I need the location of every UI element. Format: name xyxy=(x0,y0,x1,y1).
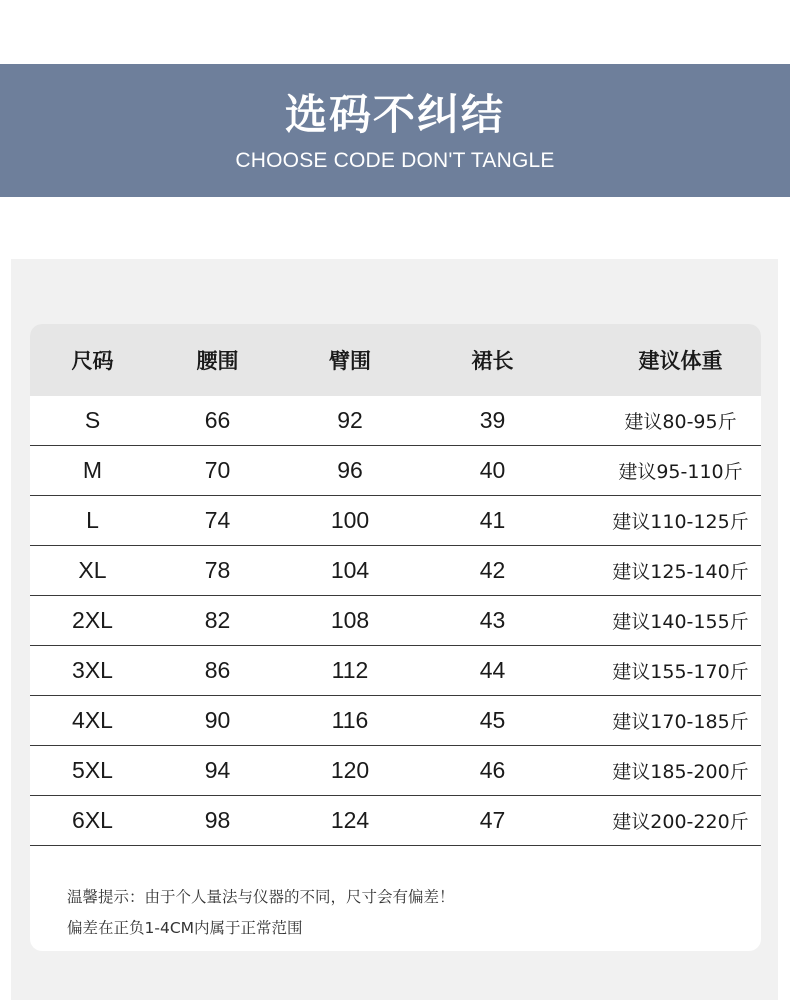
header-waist: 腰围 xyxy=(196,349,239,373)
header-arm: 臂围 xyxy=(329,349,371,373)
cell-skirt-length: 45 xyxy=(479,707,506,733)
header-size: 尺码 xyxy=(71,349,114,373)
cell-arm: 108 xyxy=(330,607,370,633)
cell-size: 4XL xyxy=(72,707,113,733)
cell-arm: 104 xyxy=(330,557,370,583)
table-row xyxy=(30,546,761,596)
cell-size: S xyxy=(84,407,101,433)
table-row xyxy=(30,496,761,546)
cell-skirt-length: 43 xyxy=(479,607,506,633)
table-row xyxy=(30,396,761,446)
cell-arm: 96 xyxy=(337,457,363,483)
header-skirt-length: 裙长 xyxy=(471,349,514,373)
cell-size: M xyxy=(82,457,103,483)
cell-waist: 94 xyxy=(204,757,231,783)
cell-arm: 120 xyxy=(330,757,370,783)
cell-size: 5XL xyxy=(72,757,113,783)
cell-suggested-weight: 建议155-170斤 xyxy=(612,661,749,683)
cell-size: XL xyxy=(78,557,107,583)
cell-arm: 116 xyxy=(331,707,369,733)
cell-suggested-weight: 建议110-125斤 xyxy=(612,511,749,533)
header-suggested-weight: 建议体重 xyxy=(638,349,723,373)
cell-skirt-length: 42 xyxy=(479,557,506,583)
tolerance-note: 偏差在正负1-4CM内属于正常范围 xyxy=(67,919,303,937)
cell-size: 3XL xyxy=(72,657,113,683)
cell-suggested-weight: 建议125-140斤 xyxy=(612,561,749,583)
cell-waist: 86 xyxy=(204,657,231,683)
cell-arm: 124 xyxy=(330,807,370,833)
table-row xyxy=(30,696,761,746)
cell-skirt-length: 46 xyxy=(479,757,506,783)
cell-skirt-length: 41 xyxy=(479,507,506,533)
table-row xyxy=(30,646,761,696)
cell-skirt-length: 44 xyxy=(479,657,506,683)
cell-suggested-weight: 建议80-95斤 xyxy=(624,411,737,433)
cell-suggested-weight: 建议170-185斤 xyxy=(612,711,749,733)
cell-waist: 98 xyxy=(204,807,231,833)
cell-size: L xyxy=(86,507,99,533)
cell-suggested-weight: 建议185-200斤 xyxy=(612,761,749,783)
cell-size: 6XL xyxy=(72,807,113,833)
table-row xyxy=(30,746,761,796)
table-row xyxy=(30,596,761,646)
table-row xyxy=(30,446,761,496)
cell-waist: 78 xyxy=(204,557,231,583)
cell-suggested-weight: 建议200-220斤 xyxy=(612,811,749,833)
size-chart-card xyxy=(30,324,761,951)
cell-arm: 100 xyxy=(330,507,370,533)
banner-title: 选码不纠结 xyxy=(284,90,505,139)
cell-arm: 112 xyxy=(331,657,369,683)
cell-size: 2XL xyxy=(72,607,113,633)
cell-arm: 92 xyxy=(337,407,363,433)
cell-waist: 82 xyxy=(204,607,231,633)
cell-waist: 66 xyxy=(204,407,231,433)
cell-suggested-weight: 建议95-110斤 xyxy=(618,461,743,483)
cell-waist: 90 xyxy=(204,707,231,733)
cell-waist: 70 xyxy=(204,457,231,483)
table-row xyxy=(30,796,761,846)
banner-subtitle: CHOOSE CODE DON'T TANGLE xyxy=(235,149,555,172)
table-header-row xyxy=(30,324,761,396)
title-banner xyxy=(0,64,790,197)
measurement-tip: 温馨提示：由于个人量法与仪器的不同，尺寸会有偏差！ xyxy=(67,888,455,906)
cell-waist: 74 xyxy=(204,507,231,533)
cell-skirt-length: 47 xyxy=(479,807,506,833)
cell-skirt-length: 39 xyxy=(479,407,506,433)
cell-suggested-weight: 建议140-155斤 xyxy=(612,611,749,633)
cell-skirt-length: 40 xyxy=(479,457,506,483)
